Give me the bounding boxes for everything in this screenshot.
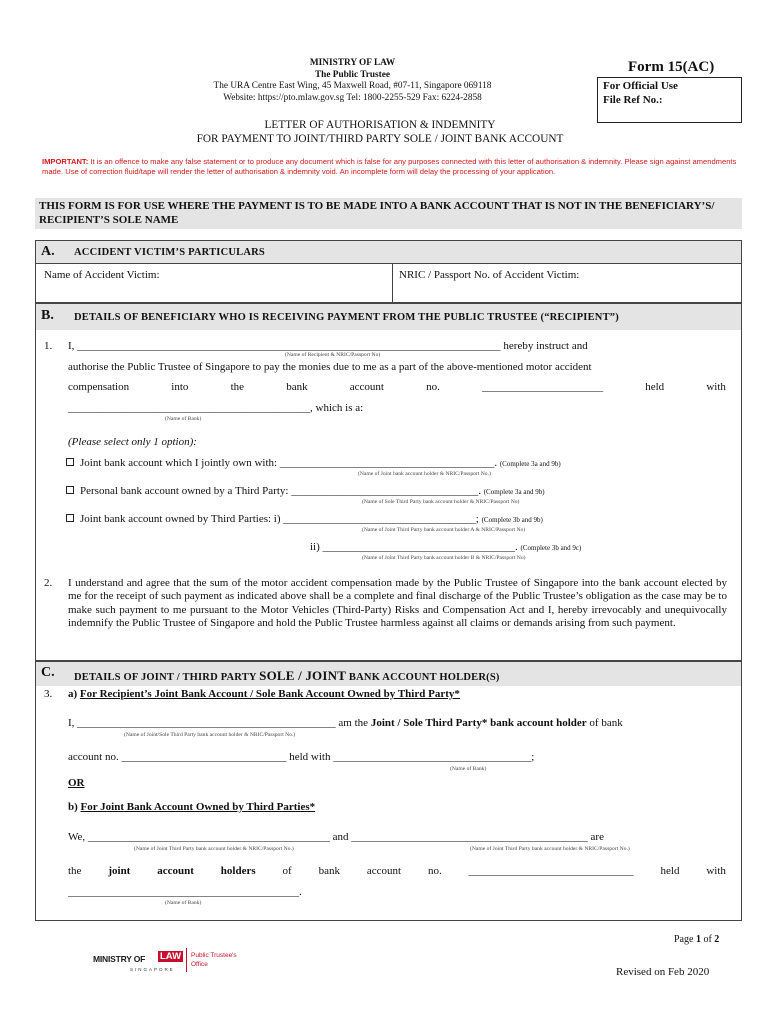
item-prefix: b)	[68, 801, 81, 813]
item-3b-caption-1: (Name of Joint Third Party bank account holder & NRIC/Passport No.)	[134, 846, 294, 852]
office-name: The Public Trustee	[314, 69, 391, 80]
account-no-blank[interactable]: ______________________	[482, 381, 604, 393]
are: are	[587, 831, 604, 843]
word: with	[706, 865, 726, 877]
account-no-blank[interactable]: ______________________________	[121, 751, 287, 763]
logo-divider	[186, 948, 187, 972]
item-1-line-4	[68, 402, 363, 414]
word: compensation	[68, 381, 130, 393]
logo-office-2: Office	[191, 961, 208, 968]
option-end: .	[478, 485, 484, 497]
bank-name-blank[interactable]: ____________________________________________	[68, 402, 310, 414]
option-end: .	[494, 457, 500, 469]
checkbox-third-party-personal[interactable]	[66, 486, 74, 494]
item-1-number: 1.	[44, 340, 53, 352]
option-note: (Complete 3b and 9c)	[520, 544, 582, 552]
item-1-line-1	[68, 340, 728, 352]
page-total: 2	[714, 934, 720, 945]
word: account	[366, 865, 402, 877]
logo-office-1: Public Trustee's	[191, 952, 237, 959]
logo-law: LAW	[160, 951, 182, 962]
item-3b-title-text: For Joint Bank Account Owned by Third Parties*	[80, 801, 316, 813]
sole-holder-blank[interactable]: _______________________________________________	[77, 717, 336, 729]
important-notice	[42, 157, 742, 177]
page-of: of	[700, 934, 715, 945]
usage-banner: THIS FORM IS FOR USE WHERE THE PAYMENT IS TO BE MADE INTO A BANK ACCOUNT THAT IS NOT IN THE BENEFICIARY’S/ RECIPIENT’S SOLE NAME	[35, 198, 742, 229]
item-3b-line-1	[68, 831, 728, 843]
section-c-header	[36, 662, 741, 686]
option-blank[interactable]: ___________________________________	[283, 513, 476, 525]
option-note: (Complete 3a and 9b)	[483, 488, 545, 496]
holder-b-blank[interactable]: ___________________________________	[322, 541, 516, 553]
item-1-line-3	[68, 381, 726, 393]
office-address: The URA Centre East Wing, 45 Maxwell Road, #07-11, Singapore 069118	[213, 81, 492, 91]
option-third-party-personal[interactable]	[66, 485, 545, 497]
item-3a-line-2	[68, 751, 534, 763]
section-b-heading: DETAILS OF BENEFICIARY WHO IS RECEIVING PAYMENT FROM THE PUBLIC TRUSTEE (“RECIPIENT”)	[74, 312, 619, 323]
item-3b-line-3	[68, 886, 302, 898]
section-a-header	[36, 241, 741, 263]
heading-part: BANK ACCOUNT HOLDER(S)	[346, 672, 500, 683]
heading-part-large: SOLE / JOINT	[259, 668, 347, 683]
item-3a-bank-caption: (Name of Bank)	[450, 766, 487, 772]
option-label: Joint bank account owned by Third Parties: i)	[80, 513, 284, 525]
victim-name-field[interactable]: Name of Accident Victim:	[44, 269, 160, 281]
section-b-header	[36, 304, 741, 330]
word: account	[157, 865, 194, 877]
option-blank[interactable]: __________________________________	[291, 485, 479, 497]
holder-b-blank[interactable]: ___________________________________________	[351, 831, 588, 843]
we: We,	[68, 831, 88, 843]
item-1-i: I,	[68, 340, 78, 352]
option-1-caption: (Name of Joint bank account holder & NRIC/Passport No.)	[358, 471, 491, 477]
important-label: IMPORTANT:	[42, 157, 89, 166]
heading-part: DETAILS OF JOINT / THIRD PARTY	[74, 672, 260, 683]
item-1-hereby: hereby instruct and	[500, 340, 588, 352]
word: bank	[286, 381, 308, 393]
checkbox-third-parties-joint[interactable]	[66, 514, 74, 522]
section-c-letter: C.	[41, 665, 55, 680]
option-2-caption: (Name of Sole Third Party bank account holder & NRIC/Passport No)	[362, 499, 520, 505]
or-label: OR	[68, 777, 85, 789]
word: into	[171, 381, 189, 393]
option-end: ;	[475, 513, 482, 525]
option-note: (Complete 3b and 9b)	[481, 516, 543, 524]
semicolon: ;	[531, 751, 535, 763]
item-3a-title	[68, 688, 460, 700]
item-3b-caption-2: (Name of Joint Third Party bank account holder & NRIC/Passport No.)	[470, 846, 630, 852]
bank-blank[interactable]: ____________________________________	[333, 751, 532, 763]
logo-wordmark	[92, 948, 185, 972]
section-a-column-divider	[392, 263, 393, 303]
title-line-1: LETTER OF AUTHORISATION & INDEMNITY	[264, 119, 496, 131]
logo-country: SINGAPORE	[130, 967, 175, 972]
which-is-a: , which is a:	[310, 402, 364, 414]
word: no.	[426, 381, 440, 393]
form-number: Form 15(AC)	[628, 59, 715, 75]
revision-date: Revised on Feb 2020	[616, 966, 710, 978]
word: held	[660, 865, 680, 877]
recipient-name-blank[interactable]: _____________________________________________________________________________	[77, 340, 501, 352]
option-3-caption: (Name of Joint Third Party bank account holder A & NRIC/Passport No)	[362, 527, 526, 533]
option-third-parties-joint[interactable]	[66, 513, 543, 525]
section-b-letter: B.	[41, 308, 54, 323]
period: .	[299, 886, 302, 898]
item-3a-line-1	[68, 717, 728, 729]
held-with: held with	[286, 751, 334, 763]
item-3a-caption: (Name of Joint/Sole Third Party bank account holder & NRIC/Passport No.)	[124, 732, 296, 738]
logo-office	[191, 951, 237, 969]
word: no.	[427, 865, 442, 877]
word: with	[706, 381, 726, 393]
select-note: (Please select only 1 option):	[68, 436, 197, 448]
page-label: Page	[674, 934, 696, 945]
bank-caption: (Name of Bank)	[165, 416, 202, 422]
file-ref-label: File Ref No.:	[603, 94, 663, 106]
word: account	[349, 381, 384, 393]
word: held	[645, 381, 665, 393]
account-no-label: account no.	[68, 751, 122, 763]
word: of	[282, 865, 292, 877]
item-3b-title	[68, 801, 315, 813]
word: bank	[318, 865, 340, 877]
option-joint-with-me[interactable]	[66, 457, 561, 469]
item-3b-line-2	[68, 865, 726, 877]
word: the	[230, 381, 245, 393]
holder-type: Joint / Sole Third Party* bank account holder	[370, 717, 587, 729]
joint-account-no-blank[interactable]: ______________________________	[468, 865, 634, 877]
office-contact: Website: https://pto.mlaw.gov.sg Tel: 1800-2255-529 Fax: 6224-2858	[223, 92, 482, 103]
logo-ministry: MINISTRY OF	[93, 954, 146, 964]
of-bank: of bank	[586, 717, 623, 729]
section-a-heading: ACCIDENT VICTIM’S PARTICULARS	[74, 247, 265, 258]
important-text: It is an offence to make any false statement or to produce any document which is false for any purposes connected with this letter of authorisation & indemnity. Please sign against amendments made. Use of correction fluid/tape will render the letter of authorisation & indemnity void. An incomplete form will delay the processing of your application.	[42, 157, 737, 177]
joint-bank-blank[interactable]: __________________________________________	[68, 886, 299, 898]
word: joint	[108, 865, 131, 877]
item-3b-bank-caption: (Name of Bank)	[165, 900, 202, 906]
header-block	[150, 58, 555, 104]
item-2-text: I understand and agree that the sum of the motor accident compensation made by the Public Trustee of Singapore into the bank account elected by me for the receipt of such payment as indicated above shall be a complete and final discharge of the Public Trustee’s obligation as the case may be to make such payment to me pursuant to the Motor Vehicles (Third-Party) Risks and Compensation Act and I, hereby irrevocably and unequivocally indemnify the Public Trustee of Singapore and hold the Public Trustee harmless against all claims or demands arising from such payment.	[68, 577, 727, 629]
item-2-number: 2.	[44, 577, 53, 589]
item-3-number: 3.	[44, 688, 53, 700]
section-c-frame	[35, 661, 742, 921]
holder-a-blank[interactable]: ____________________________________________	[87, 831, 330, 843]
recipient-caption: (Name of Recipient & NRIC/Passport No)	[285, 352, 381, 358]
option-end: .	[515, 541, 521, 553]
title-line-2: FOR PAYMENT TO JOINT/THIRD PARTY SOLE / JOINT BANK ACCOUNT	[196, 132, 564, 145]
option-3-ii: ii)	[310, 541, 323, 553]
item-1-line-2: authorise the Public Trustee of Singapore to pay the monies due to me as a part of the above-mentioned motor accident	[68, 361, 592, 373]
section-c-heading	[74, 668, 500, 684]
option-3-holder-b	[310, 541, 581, 553]
page-current: 1	[695, 934, 701, 945]
ministry-name: MINISTRY OF LAW	[309, 58, 396, 68]
ministry-logo	[92, 944, 260, 978]
official-use-box	[597, 77, 742, 123]
checkbox-joint-with-me[interactable]	[66, 458, 74, 466]
item-prefix: a)	[68, 688, 80, 700]
option-note: (Complete 3a and 9b)	[499, 460, 561, 468]
option-label: Personal bank account owned by a Third Party:	[80, 485, 292, 497]
option-label: Joint bank account which I jointly own with:	[80, 457, 280, 469]
form-title	[90, 119, 670, 146]
section-a-letter: A.	[41, 244, 55, 259]
option-blank[interactable]: _______________________________________	[279, 457, 495, 469]
official-use-label: For Official Use	[603, 80, 678, 92]
page-number	[674, 934, 719, 945]
word: holders	[220, 865, 256, 877]
victim-nric-field[interactable]: NRIC / Passport No. of Accident Victim:	[399, 269, 580, 281]
and: and	[329, 831, 352, 843]
section-a-divider	[36, 263, 741, 264]
option-3-ii-caption: (Name of Joint Third Party bank account holder B & NRIC/Passport No)	[362, 555, 526, 561]
am-the: am the	[335, 717, 371, 729]
word: the	[68, 865, 82, 877]
item-3a-title-text: For Recipient’s Joint Bank Account / Sole Bank Account Owned by Third Party*	[79, 688, 460, 700]
item-3a-i: I,	[68, 717, 78, 729]
